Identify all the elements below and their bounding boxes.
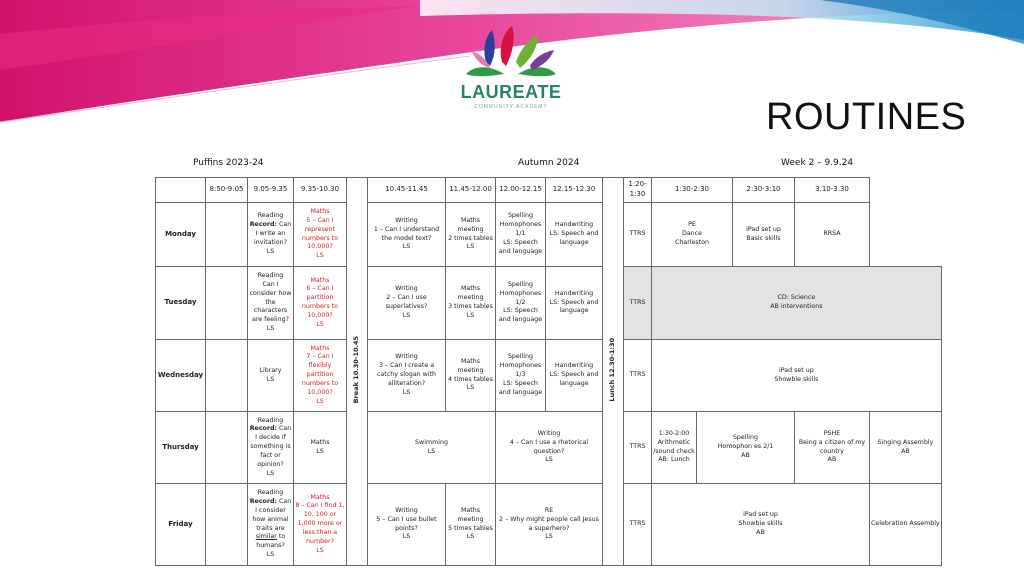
lesson-objective: 5 – Can I represent numbers to 10,000? <box>301 216 339 251</box>
lesson-title: iPad set up <box>746 225 781 233</box>
lesson-handwriting <box>546 203 603 267</box>
lesson-ipad <box>652 484 870 566</box>
empty-cell <box>206 340 248 412</box>
time-slot: 8:50-9:05 <box>206 178 248 203</box>
lesson-teacher: LS: Speech and language <box>498 379 543 396</box>
lesson-maths-meeting <box>446 203 496 267</box>
day-row-monday <box>156 203 942 267</box>
day-row-tuesday <box>156 267 942 340</box>
lesson-science-interventions <box>652 267 942 340</box>
lesson-objective: Showbie skills <box>738 520 783 528</box>
lesson-teacher: LS <box>316 320 324 328</box>
lesson-title: Reading <box>257 272 284 280</box>
lesson-title: Writing <box>395 506 418 514</box>
lesson-ttrs: TTRS <box>624 267 652 340</box>
lesson-teacher: LS <box>266 325 275 333</box>
time-slot: 1:20-1:30 <box>624 178 652 203</box>
time-slot: 11.45-12.00 <box>446 178 496 203</box>
lesson-maths-meeting <box>446 484 496 566</box>
lesson-teacher: LS <box>466 311 475 319</box>
day-label-tuesday: Tuesday <box>156 267 206 340</box>
lesson-objective-end: to humans? <box>256 533 286 550</box>
lesson-title: Maths meeting <box>457 285 484 302</box>
lesson-title: Spelling <box>507 280 534 288</box>
lesson-objective: 3 times tables <box>448 303 493 310</box>
lesson-title: RE <box>544 506 554 514</box>
lesson-teacher: LS <box>466 384 475 392</box>
school-logo <box>448 22 574 122</box>
lesson-teacher: LS <box>402 388 411 396</box>
lesson-detail: Charleston <box>674 238 710 246</box>
lesson-title: Writing <box>395 285 418 293</box>
lesson-writing <box>368 340 446 412</box>
lesson-maths <box>294 412 347 484</box>
lesson-teacher: AB <box>827 456 837 464</box>
lesson-teacher: LS: Speech and language <box>498 238 543 255</box>
lesson-re <box>496 484 603 566</box>
lesson-objective: 4 times tables <box>448 375 493 383</box>
lesson-keyword: similar <box>255 533 277 541</box>
lesson-title: Maths meeting <box>457 216 484 233</box>
lesson-objective: 8 – Can I find 1, 10, 100 or 1,000 more or less than a number? <box>295 502 345 545</box>
lesson-title: CD: Science <box>777 294 816 302</box>
day-label-monday: Monday <box>156 203 206 267</box>
lesson-objective: 7 – Can I flexibly partition numbers to 10,000? <box>301 353 339 396</box>
afternoon-split <box>652 412 794 483</box>
day-row-friday <box>156 484 942 566</box>
lesson-pe <box>652 203 733 267</box>
lesson-teacher: LS <box>316 546 324 554</box>
day-row-wednesday <box>156 340 942 412</box>
lesson-objective: 5 times tables <box>448 524 493 532</box>
lesson-title: Writing <box>395 353 418 361</box>
lesson-maths <box>294 340 347 412</box>
lesson-teacher: AB <box>756 528 765 536</box>
lesson-reading <box>248 203 294 267</box>
lesson-teacher: AB: Lunch <box>658 456 690 464</box>
lesson-handwriting <box>546 267 603 340</box>
lesson-reading <box>248 412 294 484</box>
lesson-teacher: LS <box>402 533 411 541</box>
lesson-spelling <box>496 267 546 340</box>
lesson-library <box>248 340 294 412</box>
lesson-ttrs: TTRS <box>624 412 652 484</box>
lesson-ipad <box>733 203 795 267</box>
class-name: Puffins 2023-24 <box>193 158 264 168</box>
lesson-objective: Being a citizen of my country <box>798 438 866 455</box>
lesson-objective: Homophones 1/2 <box>499 289 542 306</box>
lesson-writing <box>368 267 446 340</box>
lesson-title: Writing <box>537 429 561 437</box>
lesson-record-label: Record: <box>249 425 278 433</box>
lesson-reading <box>248 267 294 340</box>
break-column <box>347 178 368 566</box>
lesson-title: Handwriting <box>554 289 594 297</box>
lesson-teacher: LS: Speech and language <box>549 298 599 315</box>
lesson-teacher: LS <box>266 247 275 255</box>
lesson-title: Reading <box>257 212 284 220</box>
lesson-objective: Can I write an invitation? <box>254 221 292 246</box>
lesson-objective: 2 – Can I use superlatives? <box>385 294 428 310</box>
time-slot: 9.35-10.30 <box>294 178 347 203</box>
lesson-title: Singing Assembly <box>877 438 934 446</box>
break-label: Break 10.30-10.45 <box>352 335 361 404</box>
lesson-maths <box>294 203 347 267</box>
time-slot: 9.05-9.35 <box>248 178 294 203</box>
lesson-rrsa: RRSA <box>795 203 870 267</box>
lesson-title: Reading <box>257 489 284 497</box>
lesson-arithmetic <box>652 412 697 483</box>
lesson-swimming <box>368 412 496 484</box>
lesson-teacher: LS <box>545 456 553 464</box>
lesson-objective: Can I decide if something is fact or opinion? <box>250 425 292 468</box>
lesson-writing <box>368 203 446 267</box>
lesson-maths-meeting <box>446 340 496 412</box>
lunch-label: Lunch 12.30-1:30 <box>608 337 617 402</box>
lesson-celebration-assembly: Celebration Assembly <box>870 484 942 566</box>
lesson-teacher: LS <box>266 469 275 477</box>
lesson-teacher: LS <box>266 550 275 558</box>
lesson-time: 1:30-2:00 <box>658 429 690 437</box>
lesson-teacher: LS: Speech and language <box>549 371 599 387</box>
lesson-maths-meeting <box>446 267 496 340</box>
lesson-objective: Homophones 1/1 <box>499 221 542 238</box>
logo-school-subtitle: COMMUNITY ACADEMY <box>474 104 548 110</box>
day-row-thursday <box>156 412 942 484</box>
lesson-objective: 2 times tables <box>448 234 493 242</box>
lesson-handwriting <box>546 340 603 412</box>
afternoon-split-cell <box>652 412 795 484</box>
corner-cell <box>156 178 206 203</box>
lesson-teacher: LS <box>466 533 475 541</box>
lesson-teacher: AB <box>741 451 750 459</box>
lesson-objective: Basic skills <box>746 234 781 242</box>
lesson-title: Maths <box>310 438 330 446</box>
lesson-objective: 5 – Can I use bullet points? <box>376 515 437 532</box>
lesson-ipad <box>652 340 942 412</box>
lesson-ttrs: TTRS <box>624 203 652 267</box>
lesson-reading <box>248 484 294 566</box>
lesson-objective: Can I consider how the characters are feeling? <box>249 280 292 324</box>
lesson-spelling <box>697 412 795 483</box>
time-slot: 12.15-12.30 <box>546 178 603 203</box>
day-label-wednesday: Wednesday <box>156 340 206 412</box>
lunch-column <box>603 178 624 566</box>
lesson-teacher: LS <box>316 252 324 260</box>
lesson-objective: Homophones 1/3 <box>499 362 542 379</box>
lesson-objective: 4 – Can I use a rhetorical question? <box>509 438 589 455</box>
lesson-title: Writing <box>395 216 418 224</box>
lesson-title: Reading <box>257 416 284 424</box>
lesson-teacher: LS <box>402 311 411 319</box>
day-label-thursday: Thursday <box>156 412 206 484</box>
timetable <box>155 177 942 566</box>
lesson-singing-assembly <box>870 412 942 484</box>
lesson-ttrs: TTRS <box>624 484 652 566</box>
timetable-header-row <box>156 178 942 203</box>
logo-school-name: LAUREATE <box>460 82 562 102</box>
lesson-title: Arithmetic <box>657 438 691 446</box>
lesson-teacher: LS <box>402 243 411 251</box>
lesson-title: PE <box>688 221 696 229</box>
lesson-ttrs: TTRS <box>624 340 652 412</box>
lesson-writing <box>368 484 446 566</box>
lesson-title: Maths <box>310 344 330 352</box>
lesson-title: iPad set up <box>743 511 778 519</box>
lesson-title: Spelling <box>507 353 534 361</box>
lesson-title: Maths meeting <box>457 357 484 374</box>
lesson-teacher: LS <box>316 397 324 405</box>
lesson-title: iPad set up <box>779 366 814 374</box>
lesson-objective: 1 – Can I understand the model text? <box>373 225 440 242</box>
lesson-objective: Dance <box>681 230 703 238</box>
lesson-title: Spelling <box>732 434 759 442</box>
time-slot: 3.10-3.30 <box>795 178 870 203</box>
lesson-objective: /sound check <box>653 447 695 455</box>
term-label: Autumn 2024 <box>518 158 580 168</box>
empty-cell <box>206 267 248 340</box>
lesson-teacher: LS <box>266 375 275 383</box>
lesson-pshe <box>795 412 870 484</box>
lesson-teacher: LS <box>466 243 475 251</box>
lesson-record-label: Record: <box>249 498 278 506</box>
lesson-teacher: LS: Speech and language <box>498 307 543 324</box>
time-slot: 2:30-3:10 <box>733 178 795 203</box>
lesson-title: Handwriting <box>554 221 594 229</box>
lesson-title: PSHE <box>823 429 841 437</box>
lesson-maths <box>294 484 347 566</box>
lesson-objective: Can I consider how animal traits are <box>252 498 292 532</box>
time-slot: 12.00-12.15 <box>496 178 546 203</box>
lesson-title: Maths <box>310 493 330 501</box>
lesson-title: Library <box>259 366 282 374</box>
lesson-objective: 3 – Can I create a catchy slogan with alliteration? <box>376 362 437 387</box>
lesson-title: Maths <box>310 276 330 284</box>
lesson-title: Swimming <box>415 438 448 446</box>
time-slot: 1:30-2:30 <box>652 178 733 203</box>
lesson-writing <box>496 412 603 484</box>
lesson-teacher: LS <box>427 447 436 455</box>
empty-cell <box>206 412 248 484</box>
lesson-spelling <box>496 340 546 412</box>
lesson-title: Maths <box>310 208 330 216</box>
empty-cell <box>206 203 248 267</box>
lesson-objective: AB interventions <box>770 303 823 310</box>
empty-cell <box>206 484 248 566</box>
lesson-teacher: LS <box>545 533 553 541</box>
day-label-friday: Friday <box>156 484 206 566</box>
lesson-objective: Homophon es 2/1 <box>717 443 774 451</box>
lesson-maths <box>294 267 347 340</box>
lesson-teacher: LS <box>316 447 324 455</box>
lesson-objective: Showbie skills <box>774 375 819 383</box>
lesson-objective: 2 – Why might people call Jesus a superhero? <box>499 515 599 532</box>
time-slot: 10.45-11.45 <box>368 178 446 203</box>
lesson-title: Spelling <box>507 212 534 220</box>
lesson-teacher: AB <box>901 447 910 455</box>
lesson-teacher: LS: Speech and language <box>549 230 599 246</box>
lesson-title: Maths meeting <box>457 506 484 523</box>
logo-petals-icon <box>456 22 566 84</box>
lesson-spelling <box>496 203 546 267</box>
slide-title: ROUTINES <box>766 96 967 138</box>
lesson-title: Handwriting <box>554 362 594 370</box>
lesson-objective: 6 – Can I partition numbers to 10,000? <box>301 285 339 319</box>
lesson-record-label: Record: <box>249 221 278 229</box>
week-label: Week 2 – 9.9.24 <box>781 158 854 168</box>
